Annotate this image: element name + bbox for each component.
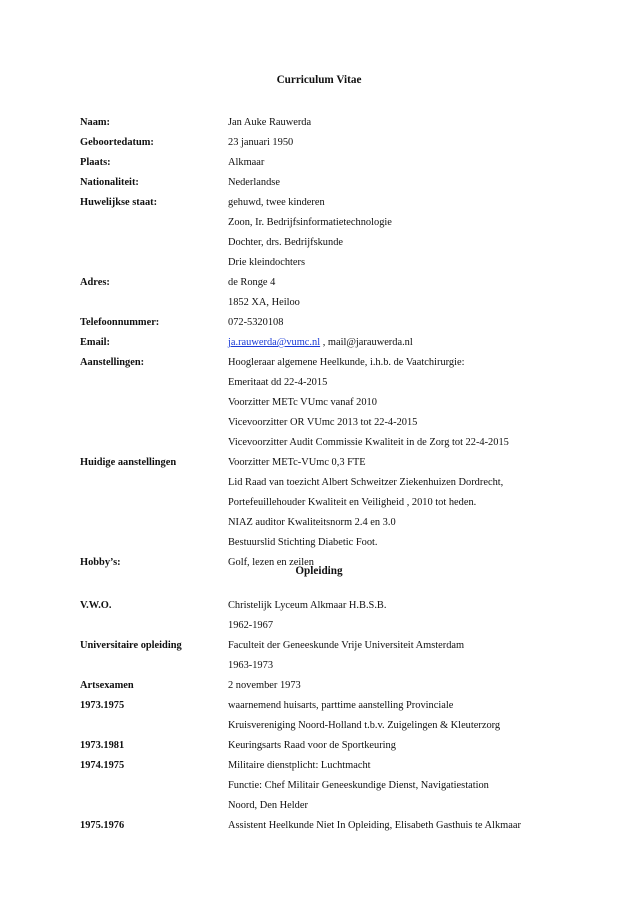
- field-value: Alkmaar: [228, 157, 265, 168]
- field-value: Voorzitter METc-VUmc 0,3 FTE: [228, 457, 366, 468]
- field-value: Golf, lezen en zeilen: [228, 557, 314, 568]
- cv-row: [0, 796, 638, 816]
- cv-row: [0, 433, 638, 453]
- field-value: 072-5320108: [228, 317, 284, 328]
- cv-row: [0, 153, 638, 173]
- field-value: Militaire dienstplicht: Luchtmacht: [228, 760, 371, 771]
- field-label-hobby-s: Hobby’s:: [80, 557, 121, 568]
- cv-row: [0, 453, 638, 473]
- cv-row: [0, 293, 638, 313]
- cv-row: [0, 776, 638, 796]
- field-label-nationaliteit: Nationaliteit:: [80, 177, 139, 188]
- field-value: Jan Auke Rauwerda: [228, 117, 312, 128]
- cv-row: [0, 393, 638, 413]
- field-value: Faculteit der Geneeskunde Vrije Universiteit Amsterdam: [228, 640, 465, 651]
- field-value: 23 januari 1950: [228, 137, 294, 148]
- field-value: 2 november 1973: [228, 680, 301, 691]
- cv-row: [0, 756, 638, 776]
- email-link[interactable]: ja.rauwerda@vumc.nl: [228, 337, 321, 348]
- field-value: [228, 333, 413, 353]
- cv-row: [0, 493, 638, 513]
- field-label-email: Email:: [80, 337, 111, 348]
- field-label-adres: Adres:: [80, 277, 110, 288]
- cv-row: [0, 353, 638, 373]
- cv-row: [0, 173, 638, 193]
- field-value: 1962-1967: [228, 620, 274, 631]
- personal-details: [0, 113, 638, 573]
- field-label-geboortedatum: Geboortedatum:: [80, 137, 154, 148]
- field-value: Functie: Chef Militair Geneeskundige Dienst, Navigatiestation: [228, 780, 489, 791]
- cv-row: [0, 596, 638, 616]
- cv-row: [0, 113, 638, 133]
- cv-row: [0, 473, 638, 493]
- field-value: Vicevoorzitter Audit Commissie Kwaliteit in de Zorg tot 22-4-2015: [228, 437, 509, 448]
- document-title: Curriculum Vitae: [276, 74, 362, 86]
- field-value: Lid Raad van toezicht Albert Schweitzer Ziekenhuizen Dordrecht,: [228, 477, 504, 488]
- field-label-1975-1976: 1975.1976: [80, 820, 125, 831]
- field-value: gehuwd, twee kinderen: [228, 197, 325, 208]
- cv-row: [0, 213, 638, 233]
- field-label-aanstellingen: Aanstellingen:: [80, 357, 145, 368]
- field-label-naam: Naam:: [80, 117, 111, 128]
- field-label-1973-1981: 1973.1981: [80, 740, 125, 751]
- field-value: Drie kleindochters: [228, 257, 306, 268]
- field-value: Vicevoorzitter OR VUmc 2013 tot 22-4-2015: [228, 417, 418, 428]
- field-label-huwelijkse-staat: Huwelijkse staat:: [80, 197, 158, 208]
- field-value: Dochter, drs. Bedrijfskunde: [228, 237, 344, 248]
- cv-row: [0, 373, 638, 393]
- cv-row: [0, 716, 638, 736]
- field-value: Kruisvereniging Noord-Holland t.b.v. Zuigelingen & Kleuterzorg: [228, 720, 501, 731]
- cv-row: [0, 816, 638, 836]
- cv-row: [0, 133, 638, 153]
- cv-row: [0, 313, 638, 333]
- field-value: Zoon, Ir. Bedrijfsinformatietechnologie: [228, 217, 392, 228]
- cv-row: [0, 193, 638, 213]
- field-label-universitaire-opleiding: Universitaire opleiding: [80, 640, 182, 651]
- field-label-plaats: Plaats:: [80, 157, 111, 168]
- cv-row: [0, 736, 638, 756]
- field-value: Assistent Heelkunde Niet In Opleiding, Elisabeth Gasthuis te Alkmaar: [228, 820, 521, 831]
- cv-row: [0, 253, 638, 273]
- education-details: [0, 596, 638, 836]
- field-value: Portefeuillehouder Kwaliteit en Veiligheid , 2010 tot heden.: [228, 497, 477, 508]
- field-value: Noord, Den Helder: [228, 800, 308, 811]
- field-value: Hoogleraar algemene Heelkunde, i.h.b. de Vaatchirurgie:: [228, 357, 465, 368]
- cv-row: [0, 533, 638, 553]
- education-heading: Opleiding: [295, 565, 343, 577]
- email-secondary: , mail@jarauwerda.nl: [320, 337, 413, 348]
- field-value: 1852 XA, Heiloo: [228, 297, 300, 308]
- field-value: waarnemend huisarts, parttime aanstelling Provinciale: [228, 700, 454, 711]
- cv-row: [0, 656, 638, 676]
- cv-row: [0, 233, 638, 253]
- field-value: Bestuurslid Stichting Diabetic Foot.: [228, 537, 378, 548]
- field-value: de Ronge 4: [228, 277, 276, 288]
- field-label-1974-1975: 1974.1975: [80, 760, 125, 771]
- field-label-telefoonnummer: Telefoonnummer:: [80, 317, 160, 328]
- field-label-artsexamen: Artsexamen: [80, 680, 134, 691]
- field-value: Christelijk Lyceum Alkmaar H.B.S.B.: [228, 600, 387, 611]
- field-value: 1963-1973: [228, 660, 274, 671]
- field-label-v-w-o: V.W.O.: [80, 600, 112, 611]
- field-value: Nederlandse: [228, 177, 280, 188]
- field-value: Emeritaat dd 22-4-2015: [228, 377, 328, 388]
- field-value: Voorzitter METc VUmc vanaf 2010: [228, 397, 377, 408]
- field-value: NIAZ auditor Kwaliteitsnorm 2.4 en 3.0: [228, 517, 396, 528]
- cv-row: [0, 273, 638, 293]
- cv-row: [0, 616, 638, 636]
- cv-row: [0, 636, 638, 656]
- field-label-1973-1975: 1973.1975: [80, 700, 125, 711]
- cv-row: [0, 696, 638, 716]
- field-value: Keuringsarts Raad voor de Sportkeuring: [228, 740, 396, 751]
- cv-row: [0, 513, 638, 533]
- field-label-huidige-aanstellingen: Huidige aanstellingen: [80, 457, 177, 468]
- cv-row: [0, 413, 638, 433]
- cv-row: [0, 676, 638, 696]
- cv-row: [0, 333, 638, 353]
